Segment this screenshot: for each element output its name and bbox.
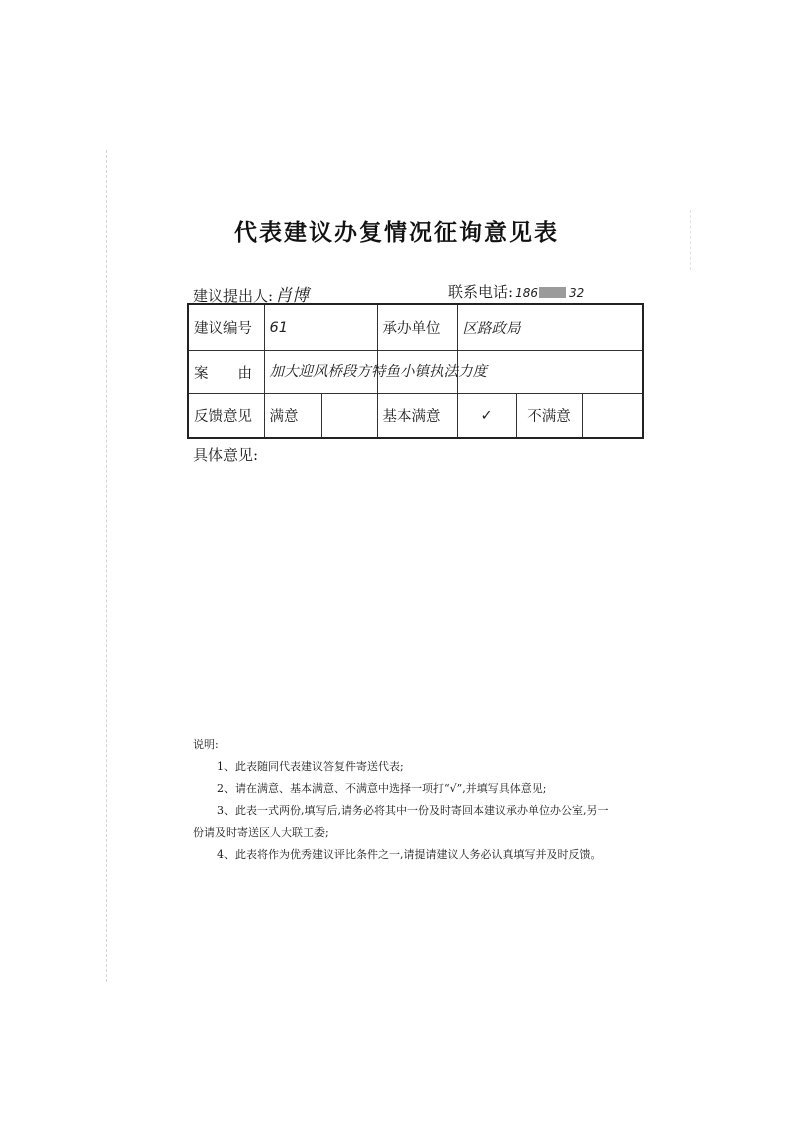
table-row-number [188, 304, 643, 351]
option-unsatisfied-box[interactable] [582, 394, 643, 439]
note-item-3: 3、此表一式两份,填写后,请务必将其中一份及时寄回本建议承办单位办公室,另一份请及时寄送区人大联工委; [193, 804, 609, 839]
number-value-handwritten: 61 [264, 304, 377, 351]
specific-opinion-label: 具体意见: [193, 446, 259, 464]
phone-label: 联系电话: [448, 283, 514, 301]
feedback-form-table [187, 303, 644, 439]
option-satisfied-box[interactable] [321, 394, 377, 439]
phone-start-handwritten: 186 [515, 286, 538, 300]
scan-edge-line [106, 150, 107, 982]
note-item-4: 4、此表将作为优秀建议评比条件之一,请提请建议人务必认真填写并及时反馈。 [217, 848, 602, 861]
table-row-feedback [188, 394, 643, 439]
proposer-label: 建议提出人: [193, 287, 274, 305]
option-basic-satisfied-box[interactable]: ✓ [457, 394, 516, 439]
reason-label: 案 由 [188, 351, 264, 394]
redaction-block [539, 287, 566, 298]
note-item-1: 1、此表随同代表建议答复件寄送代表; [217, 760, 404, 773]
number-label: 建议编号 [188, 304, 264, 351]
proposer-name-handwritten: 肖博 [275, 286, 310, 306]
notes-heading: 说明: [193, 738, 219, 751]
reason-value-handwritten: 加大迎风桥段方特鱼小镇执法力度 [264, 351, 377, 394]
option-unsatisfied-label: 不满意 [516, 394, 582, 439]
phone-line [448, 281, 584, 302]
phone-end-handwritten: 32 [568, 286, 585, 300]
option-satisfied-label: 满意 [264, 394, 321, 439]
unit-value-handwritten: 区路政局 [457, 304, 643, 351]
feedback-label: 反馈意见 [188, 394, 264, 439]
note-item-2: 2、请在满意、基本满意、不满意中选择一项打“√”,并填写具体意见; [217, 782, 547, 795]
table-row-reason [188, 351, 643, 394]
option-basic-satisfied-label: 基本满意 [377, 394, 457, 439]
notes-section [193, 734, 613, 866]
unit-label: 承办单位 [377, 304, 457, 351]
document-title: 代表建议办复情况征询意见表 [234, 219, 559, 246]
